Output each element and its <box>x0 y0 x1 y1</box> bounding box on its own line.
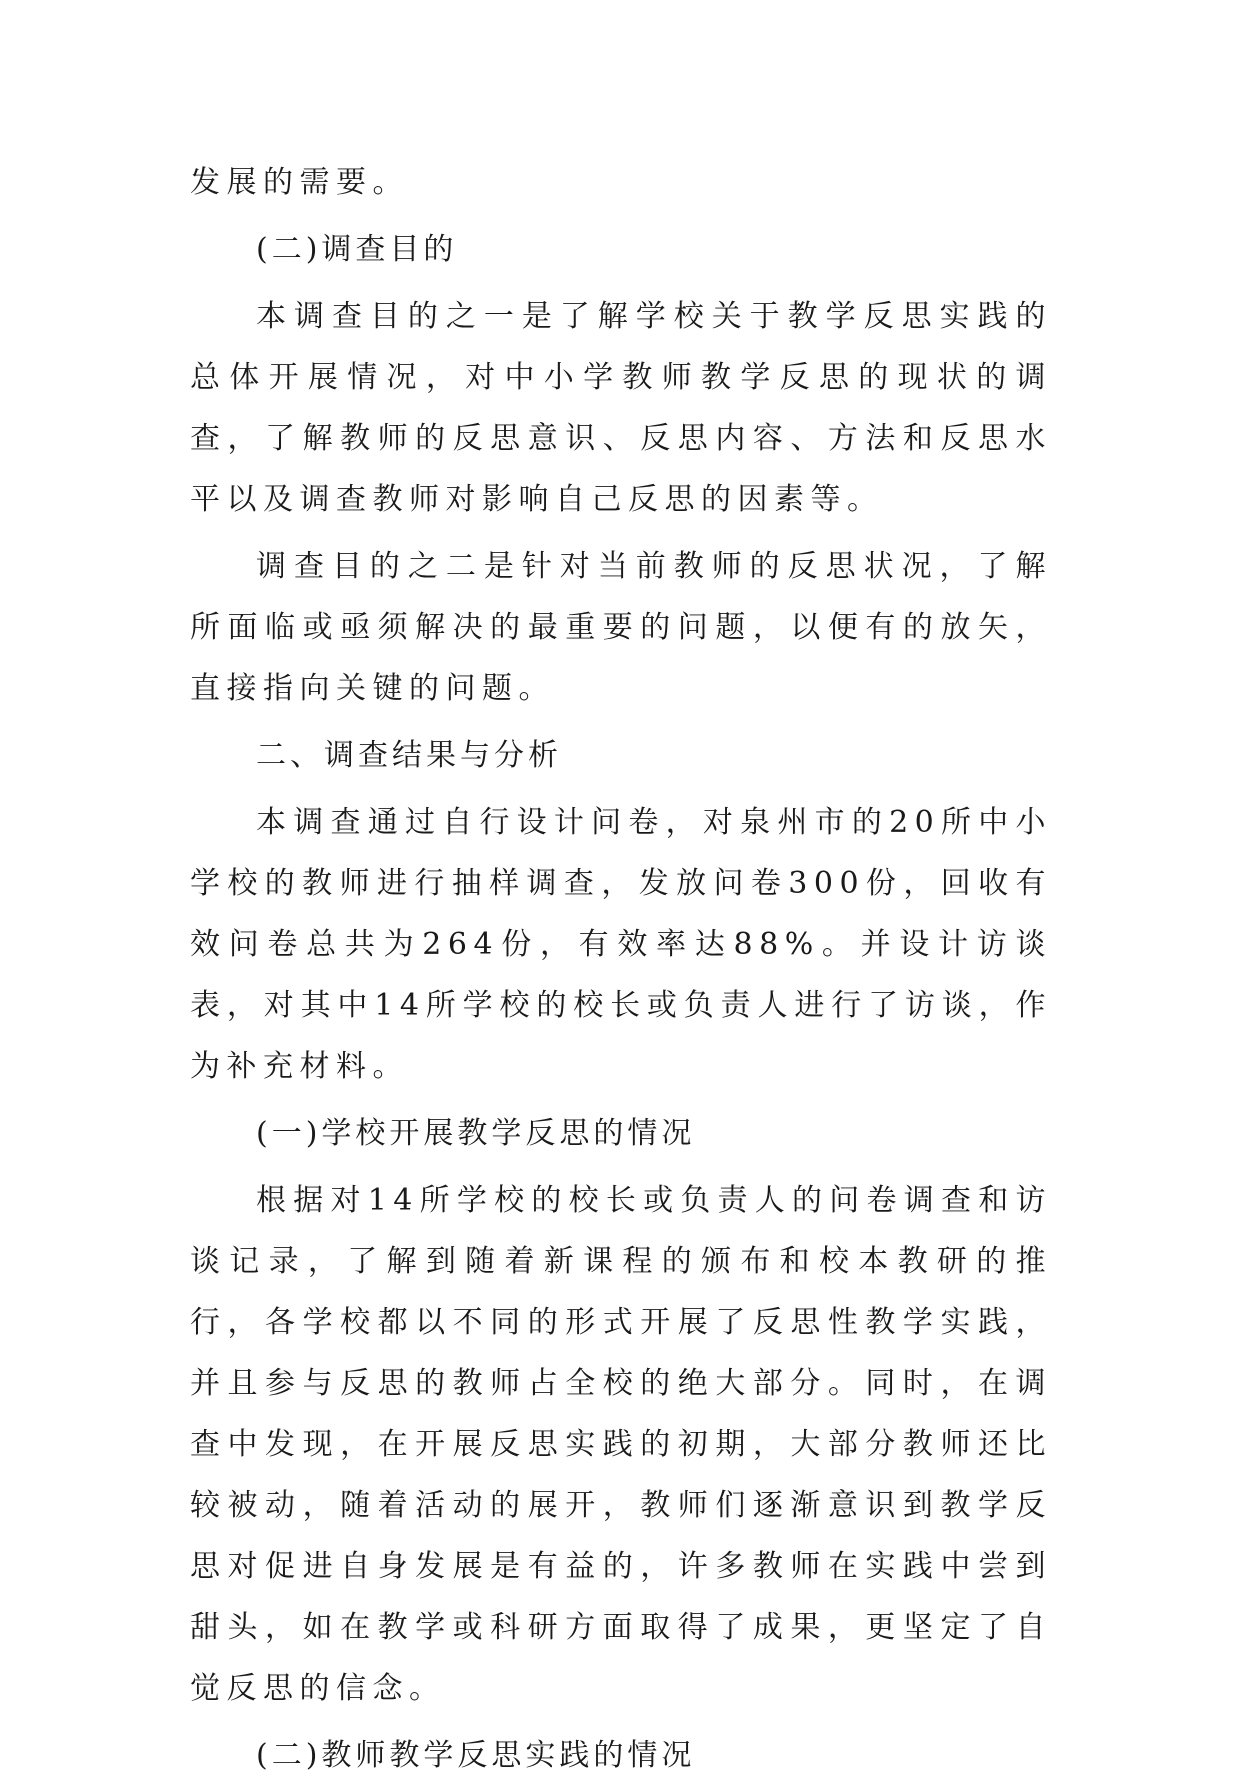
subheading-school-reflection: (一)学校开展教学反思的情况 <box>256 1116 696 1151</box>
paragraph-purpose-two: 调查目的之二是针对当前教师的反思状况，了解所面临或亟须解决的最重要的问题，以便有的放矢，直接指向关键的问题。 <box>190 549 1052 706</box>
document-body <box>190 152 1052 1786</box>
paragraph-survey-method: 本调查通过自行设计问卷，对泉州市的20所中小学校的教师进行抽样调查，发放问卷300份，回收有效问卷总共为264份，有效率达88%。并设计访谈表，对其中14所学校的校长或负责人进行了访谈，作为补充材料。 <box>190 805 1052 1084</box>
heading-results-analysis: 二、调查结果与分析 <box>256 738 562 773</box>
subheading-survey-purpose: (二)调查目的 <box>256 232 458 267</box>
subheading-teacher-reflection: (二)教师教学反思实践的情况 <box>256 1738 696 1773</box>
paragraph-school-reflection: 根据对14所学校的校长或负责人的问卷调查和访谈记录，了解到随着新课程的颁布和校本教研的推行，各学校都以不同的形式开展了反思性教学实践，并且参与反思的教师占全校的绝大部分。同时，在调查中发现，在开展反思实践的初期，大部分教师还比较被动，随着活动的展开，教师们逐渐意识到教学反思对促进自身发展是有益的，许多教师在实践中尝到甜头，如在教学或科研方面取得了成果，更坚定了自觉反思的信念。 <box>190 1183 1052 1706</box>
paragraph-purpose-one: 本调查目的之一是了解学校关于教学反思实践的总体开展情况，对中小学教师教学反思的现状的调查，了解教师的反思意识、反思内容、方法和反思水平以及调查教师对影响自己反思的因素等。 <box>190 299 1052 517</box>
paragraph-continuation: 发展的需要。 <box>190 165 409 200</box>
